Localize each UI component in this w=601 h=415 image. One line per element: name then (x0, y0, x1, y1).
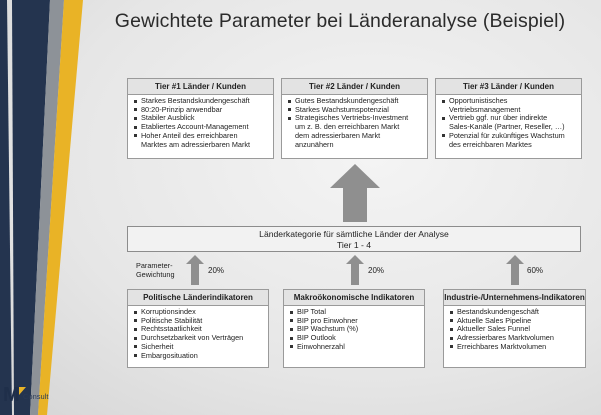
indicator-heading-makro: Makroökonomische Indikatoren (284, 290, 424, 306)
list-item: Starkes Bestandskundengeschäft (141, 97, 269, 106)
list-item: Aktuelle Sales Pipeline (457, 317, 581, 326)
list-item: Einwohnerzahl (297, 343, 420, 352)
list-item: Korruptionsindex (141, 308, 264, 317)
country-category-box (127, 226, 581, 252)
page-title: Gewichtete Parameter bei Länderanalyse (Beispiel) (114, 10, 566, 32)
small-up-arrow-1 (186, 255, 204, 285)
indicator-box-politisch (127, 289, 269, 368)
list-item: Durchsetzbarkeit von Verträgen (141, 334, 264, 343)
tier-3-heading: Tier #3 Länder / Kunden (436, 79, 581, 95)
list-item: Bestandskundengeschäft (457, 308, 581, 317)
category-line-1: Länderkategorie für sämtliche Länder der Analyse (259, 229, 449, 239)
weighting-label (136, 261, 175, 279)
list-item: Sicherheit (141, 343, 264, 352)
navy-stripe-outer (0, 0, 12, 415)
list-item: Adressierbares Marktvolumen (457, 334, 581, 343)
list-item-continuation: Sales-Kanäle (Partner, Reseller, …) (449, 122, 565, 132)
list-item: Strategisches Vertriebs-Investment (295, 114, 423, 123)
tier-2-list (282, 97, 427, 149)
tier-1-list (128, 97, 273, 149)
indicator-heading-politisch: Politische Länderindikatoren (128, 290, 268, 306)
weight-makro: 20% (368, 266, 385, 275)
small-up-arrow-2 (346, 255, 364, 285)
big-up-arrow (330, 164, 380, 222)
indicator-list-politisch (128, 308, 268, 360)
tier-2-heading: Tier #2 Länder / Kunden (282, 79, 427, 95)
weighting-label-line-1: Parameter- (136, 261, 173, 270)
small-up-arrow-3 (506, 255, 524, 285)
tier-2-box (281, 78, 428, 159)
list-item: Aktueller Sales Funnel (457, 325, 581, 334)
list-item: Gutes Bestandskundengeschäft (295, 97, 423, 106)
list-item: 80:20-Prinzip anwendbar (141, 106, 269, 115)
list-item: Starkes Wachstumspotenzial (295, 106, 423, 115)
list-item: Hoher Anteil des erreichbaren (141, 132, 269, 141)
indicator-box-makro (283, 289, 425, 368)
list-item-continuation: um z. B. den erreichbaren Markt (295, 122, 400, 132)
list-item: Stabiler Ausblick (141, 114, 269, 123)
list-item: BIP pro Einwohner (297, 317, 420, 326)
list-item-continuation: dem adressierbaren Markt (295, 130, 381, 140)
list-item: Vertrieb ggf. nur über indirekte (449, 114, 577, 123)
tier-3-list (436, 97, 581, 149)
list-item-continuation: des erreichbaren Marktes (449, 139, 532, 149)
indicator-list-industrie (444, 308, 585, 352)
indicator-heading-industrie: Industrie-/Unternehmens-Indikatoren (444, 290, 585, 306)
logo-name: Consult (23, 392, 49, 401)
list-item: Embargosituation (141, 352, 264, 361)
tier-3-box (435, 78, 582, 159)
list-item: Potenzial für zukünftiges Wachstum (449, 132, 577, 141)
list-item: Etabliertes Account-Management (141, 123, 269, 132)
list-item: Opportunistisches (449, 97, 577, 106)
list-item: BIP Outlook (297, 334, 420, 343)
list-item: Erreichbares Marktvolumen (457, 343, 581, 352)
logo-mark: M (3, 384, 20, 406)
list-item: Politische Stabilität (141, 317, 264, 326)
list-item: BIP Wachstum (%) (297, 325, 420, 334)
weighting-label-line-2: Gewichtung (136, 270, 175, 279)
list-item-continuation: Vertriebsmanagement (449, 104, 521, 114)
indicator-box-industrie (443, 289, 586, 368)
list-item-continuation: Marktes am adressierbaren Markt (141, 139, 251, 149)
weight-politisch: 20% (208, 266, 225, 275)
list-item: Rechtsstaatlichkeit (141, 325, 264, 334)
list-item: BIP Total (297, 308, 420, 317)
tier-1-box (127, 78, 274, 159)
tier-1-heading: Tier #1 Länder / Kunden (128, 79, 273, 95)
list-item-continuation: anzunähern (295, 139, 334, 149)
category-line-2: Tier 1 - 4 (336, 239, 372, 250)
weight-industrie: 60% (527, 266, 544, 275)
indicator-list-makro (284, 308, 424, 352)
